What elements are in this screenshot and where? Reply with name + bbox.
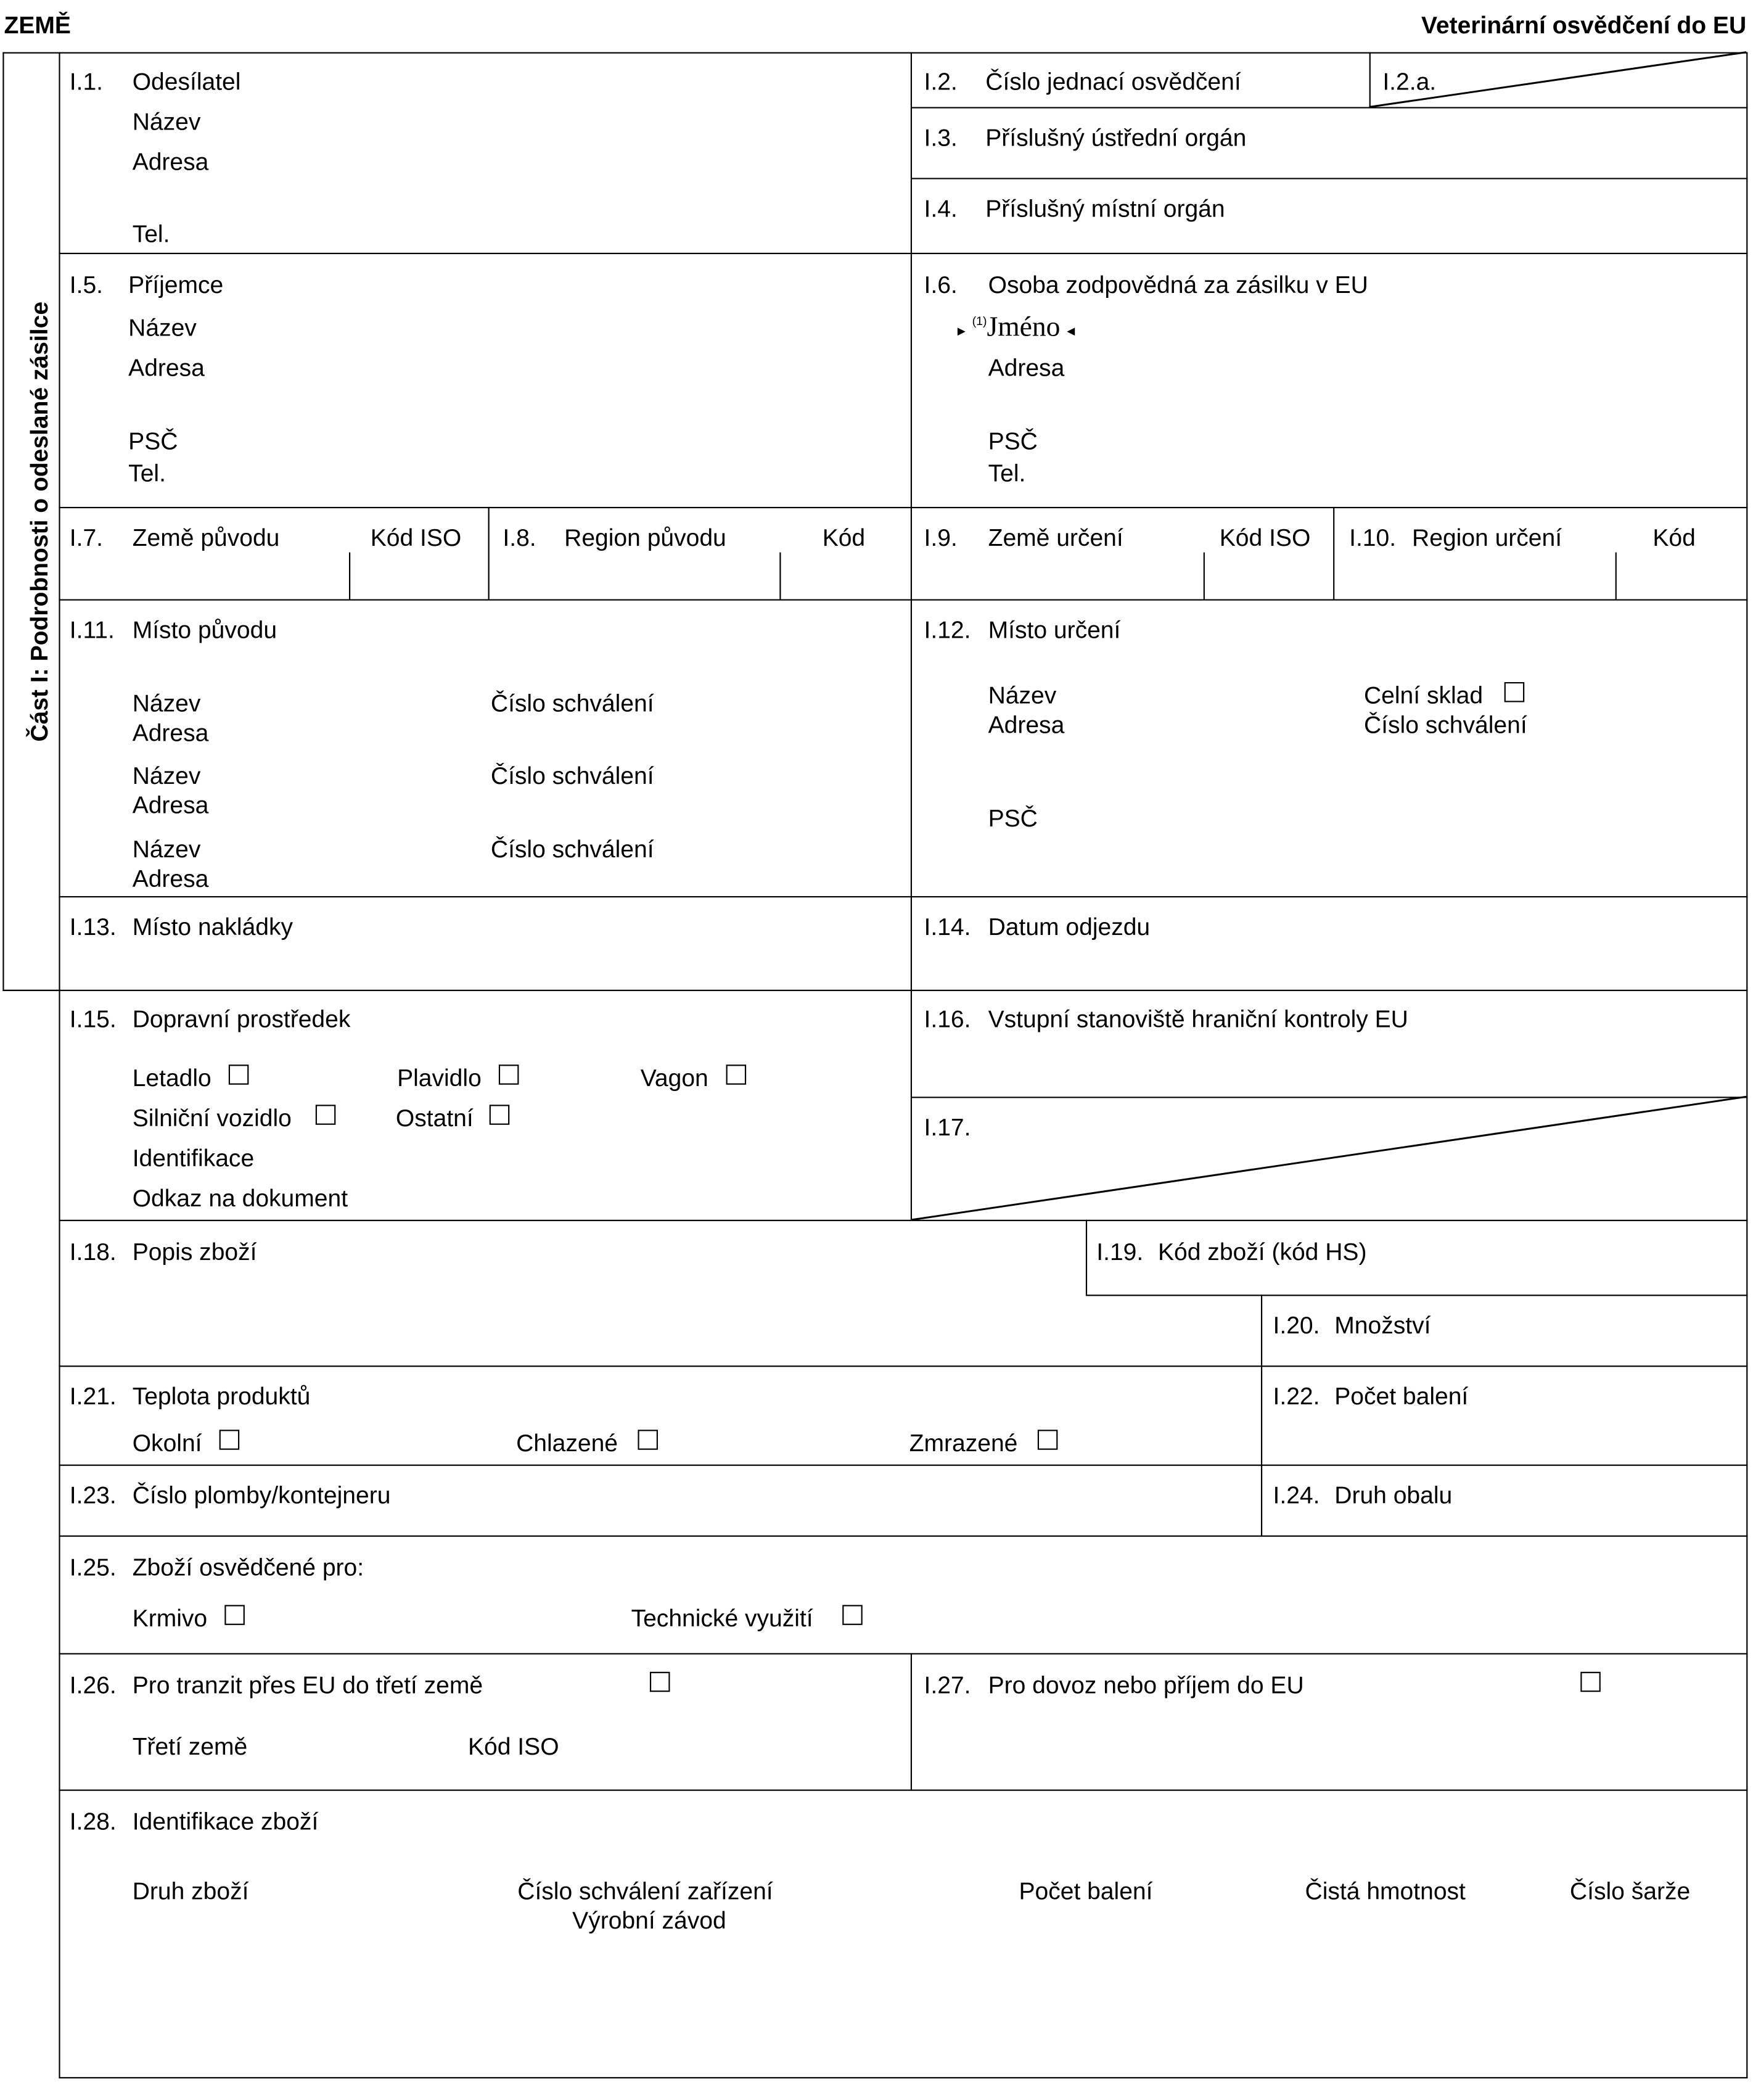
i15-aircraft-label: Letadlo (132, 1064, 211, 1092)
i15-title: Dopravní prostředek (132, 1005, 351, 1033)
i10-number: I.10. (1349, 524, 1397, 551)
i11-entry-2-address: Adresa (132, 791, 209, 819)
i15-road-label: Silniční vozidlo (132, 1105, 292, 1132)
i19-number: I.19. (1096, 1238, 1144, 1266)
i11-title: Místo původu (132, 616, 277, 644)
i1-name: Název (132, 108, 201, 136)
i28-col-type: Druh zboží (132, 1877, 249, 1905)
i11-entry-3-approval: Číslo schválení (490, 836, 654, 863)
i4-number: I.4. (924, 195, 958, 222)
i15-other-label: Ostatní (395, 1105, 474, 1132)
i26-third-country: Třetí země (132, 1733, 248, 1760)
i21-chilled-checkbox[interactable] (638, 1430, 658, 1450)
i5-address: Adresa (128, 354, 205, 382)
i20-title: Množství (1334, 1312, 1431, 1339)
i8-code: Kód (822, 524, 866, 551)
i25-technical-label: Technické využití (631, 1605, 813, 1632)
i15-road-checkbox[interactable] (316, 1105, 336, 1125)
i13-title: Místo nakládky (132, 913, 294, 941)
i25-number: I.25. (69, 1554, 117, 1581)
i6-title: Osoba zodpovědná za zásilku v EU (988, 271, 1368, 299)
i24-title: Druh obalu (1334, 1481, 1453, 1509)
i15-number: I.15. (69, 1005, 117, 1033)
i11-entry-2-approval: Číslo schválení (490, 762, 654, 789)
i26-checkbox[interactable] (650, 1672, 670, 1692)
i16-number: I.16. (924, 1005, 971, 1033)
i10-code: Kód (1652, 524, 1696, 551)
i2-number: I.2. (924, 68, 958, 95)
header-title: Veterinární osvědčení do EU (1421, 12, 1747, 39)
marker-start-icon: ▸ (957, 321, 966, 340)
i21-ambient-checkbox[interactable] (220, 1430, 240, 1450)
i16-title: Vstupní stanoviště hraniční kontroly EU (988, 1005, 1408, 1033)
i10-title: Region určení (1412, 524, 1562, 551)
i2a-number: I.2.a. (1382, 68, 1437, 95)
i15-vessel-label: Plavidlo (397, 1064, 482, 1092)
i20-number: I.20. (1273, 1312, 1320, 1339)
i11-entry-2-name: Název (132, 762, 201, 789)
i27-number: I.27. (924, 1671, 971, 1699)
i18-number: I.18. (69, 1238, 117, 1266)
i15-other-checkbox[interactable] (490, 1105, 510, 1125)
i22-title: Počet balení (1334, 1383, 1469, 1410)
i14-number: I.14. (924, 913, 971, 941)
i15-wagon-checkbox[interactable] (726, 1064, 747, 1085)
i5-title: Příjemce (128, 271, 224, 299)
i15-aircraft-checkbox[interactable] (229, 1064, 249, 1085)
i7-code: Kód ISO (370, 524, 462, 551)
i1-address: Adresa (132, 148, 209, 176)
i12-postcode: PSČ (988, 805, 1038, 832)
i5-name: Název (128, 314, 197, 341)
i8-number: I.8. (503, 524, 536, 551)
i12-address: Adresa (988, 711, 1065, 739)
i21-frozen-label: Zmrazené (909, 1430, 1018, 1457)
i25-title: Zboží osvědčené pro: (132, 1554, 364, 1581)
marker-end-icon: ◂ (1067, 321, 1075, 340)
i21-number: I.21. (69, 1383, 117, 1410)
i5-number: I.5. (69, 271, 104, 299)
i28-number: I.28. (69, 1808, 117, 1835)
i26-title: Pro tranzit přes EU do třetí země (132, 1671, 483, 1699)
i27-checkbox[interactable] (1580, 1672, 1601, 1692)
i28-col-approval: Číslo schválení zařízení (517, 1877, 773, 1905)
i8-title: Region původu (564, 524, 726, 551)
i11-entry-1-name: Název (132, 690, 201, 717)
i9-number: I.9. (924, 524, 958, 551)
i15-wagon-label: Vagon (640, 1064, 708, 1092)
i28-col-packages: Počet balení (1019, 1877, 1153, 1905)
i13-number: I.13. (69, 913, 117, 941)
i26-number: I.26. (69, 1671, 117, 1699)
i9-code: Kód ISO (1219, 524, 1311, 551)
i19-title: Kód zboží (kód HS) (1158, 1238, 1367, 1266)
i9-title: Země určení (988, 524, 1123, 551)
i22-number: I.22. (1273, 1383, 1320, 1410)
i12-approval: Číslo schválení (1363, 711, 1527, 739)
i21-title: Teplota produktů (132, 1383, 311, 1410)
i11-entry-3-address: Adresa (132, 865, 209, 892)
i12-customs-checkbox[interactable] (1505, 682, 1525, 702)
i18-title: Popis zboží (132, 1238, 257, 1266)
i21-ambient-label: Okolní (132, 1430, 202, 1457)
i26-code: Kód ISO (468, 1733, 559, 1760)
i6-name-line (957, 310, 1075, 343)
i3-number: I.3. (924, 124, 958, 152)
header-country: ZEMĚ (4, 12, 71, 39)
i28-col-net-weight: Čistá hmotnost (1305, 1877, 1466, 1905)
i27-title: Pro dovoz nebo příjem do EU (988, 1671, 1304, 1699)
i21-chilled-label: Chlazené (516, 1430, 618, 1457)
i12-name: Název (988, 681, 1057, 709)
i2-title: Číslo jednací osvědčení (985, 68, 1241, 95)
i15-vessel-checkbox[interactable] (499, 1064, 519, 1085)
i12-customs-label: Celní sklad (1363, 681, 1484, 709)
i28-col-batch: Číslo šarže (1569, 1877, 1691, 1905)
i6-postcode: PSČ (988, 427, 1038, 455)
i7-title: Země původu (132, 524, 280, 551)
i5-tel: Tel. (128, 459, 166, 487)
i12-number: I.12. (924, 616, 971, 644)
i28-col-plant: Výrobní závod (572, 1907, 726, 1934)
i15-identification: Identifikace (132, 1145, 255, 1172)
i6-address: Adresa (988, 354, 1065, 382)
i6-number: I.6. (924, 271, 958, 299)
i25-technical-checkbox[interactable] (842, 1605, 863, 1625)
i25-feed-checkbox[interactable] (224, 1605, 245, 1625)
i3-title: Příslušný ústřední orgán (985, 124, 1247, 152)
i7-number: I.7. (69, 524, 104, 551)
i1-tel: Tel. (132, 220, 170, 248)
i17-number: I.17. (924, 1114, 971, 1141)
i23-number: I.23. (69, 1481, 117, 1509)
side-label: Část I: Podrobnosti o odeslané zásilce (26, 301, 53, 742)
i4-title: Příslušný místní orgán (985, 195, 1225, 222)
i6-footnote: (1) (972, 314, 987, 328)
i1-number: I.1. (69, 68, 104, 95)
i25-feed-label: Krmivo (132, 1605, 208, 1632)
i6-tel: Tel. (988, 459, 1026, 487)
i5-postcode: PSČ (128, 427, 178, 455)
i24-number: I.24. (1273, 1481, 1320, 1509)
i28-title: Identifikace zboží (132, 1808, 319, 1835)
i11-entry-3-name: Název (132, 836, 201, 863)
i1-title: Odesílatel (132, 68, 241, 95)
i11-entry-1-approval: Číslo schválení (490, 690, 654, 717)
i14-title: Datum odjezdu (988, 913, 1151, 941)
i23-title: Číslo plomby/kontejneru (132, 1481, 391, 1509)
i12-title: Místo určení (988, 616, 1121, 644)
i11-number: I.11. (69, 616, 115, 644)
i15-doc-ref: Odkaz na dokument (132, 1185, 348, 1212)
i21-frozen-checkbox[interactable] (1038, 1430, 1058, 1450)
i6-name: Jméno (987, 310, 1061, 343)
i11-entry-1-address: Adresa (132, 719, 209, 747)
